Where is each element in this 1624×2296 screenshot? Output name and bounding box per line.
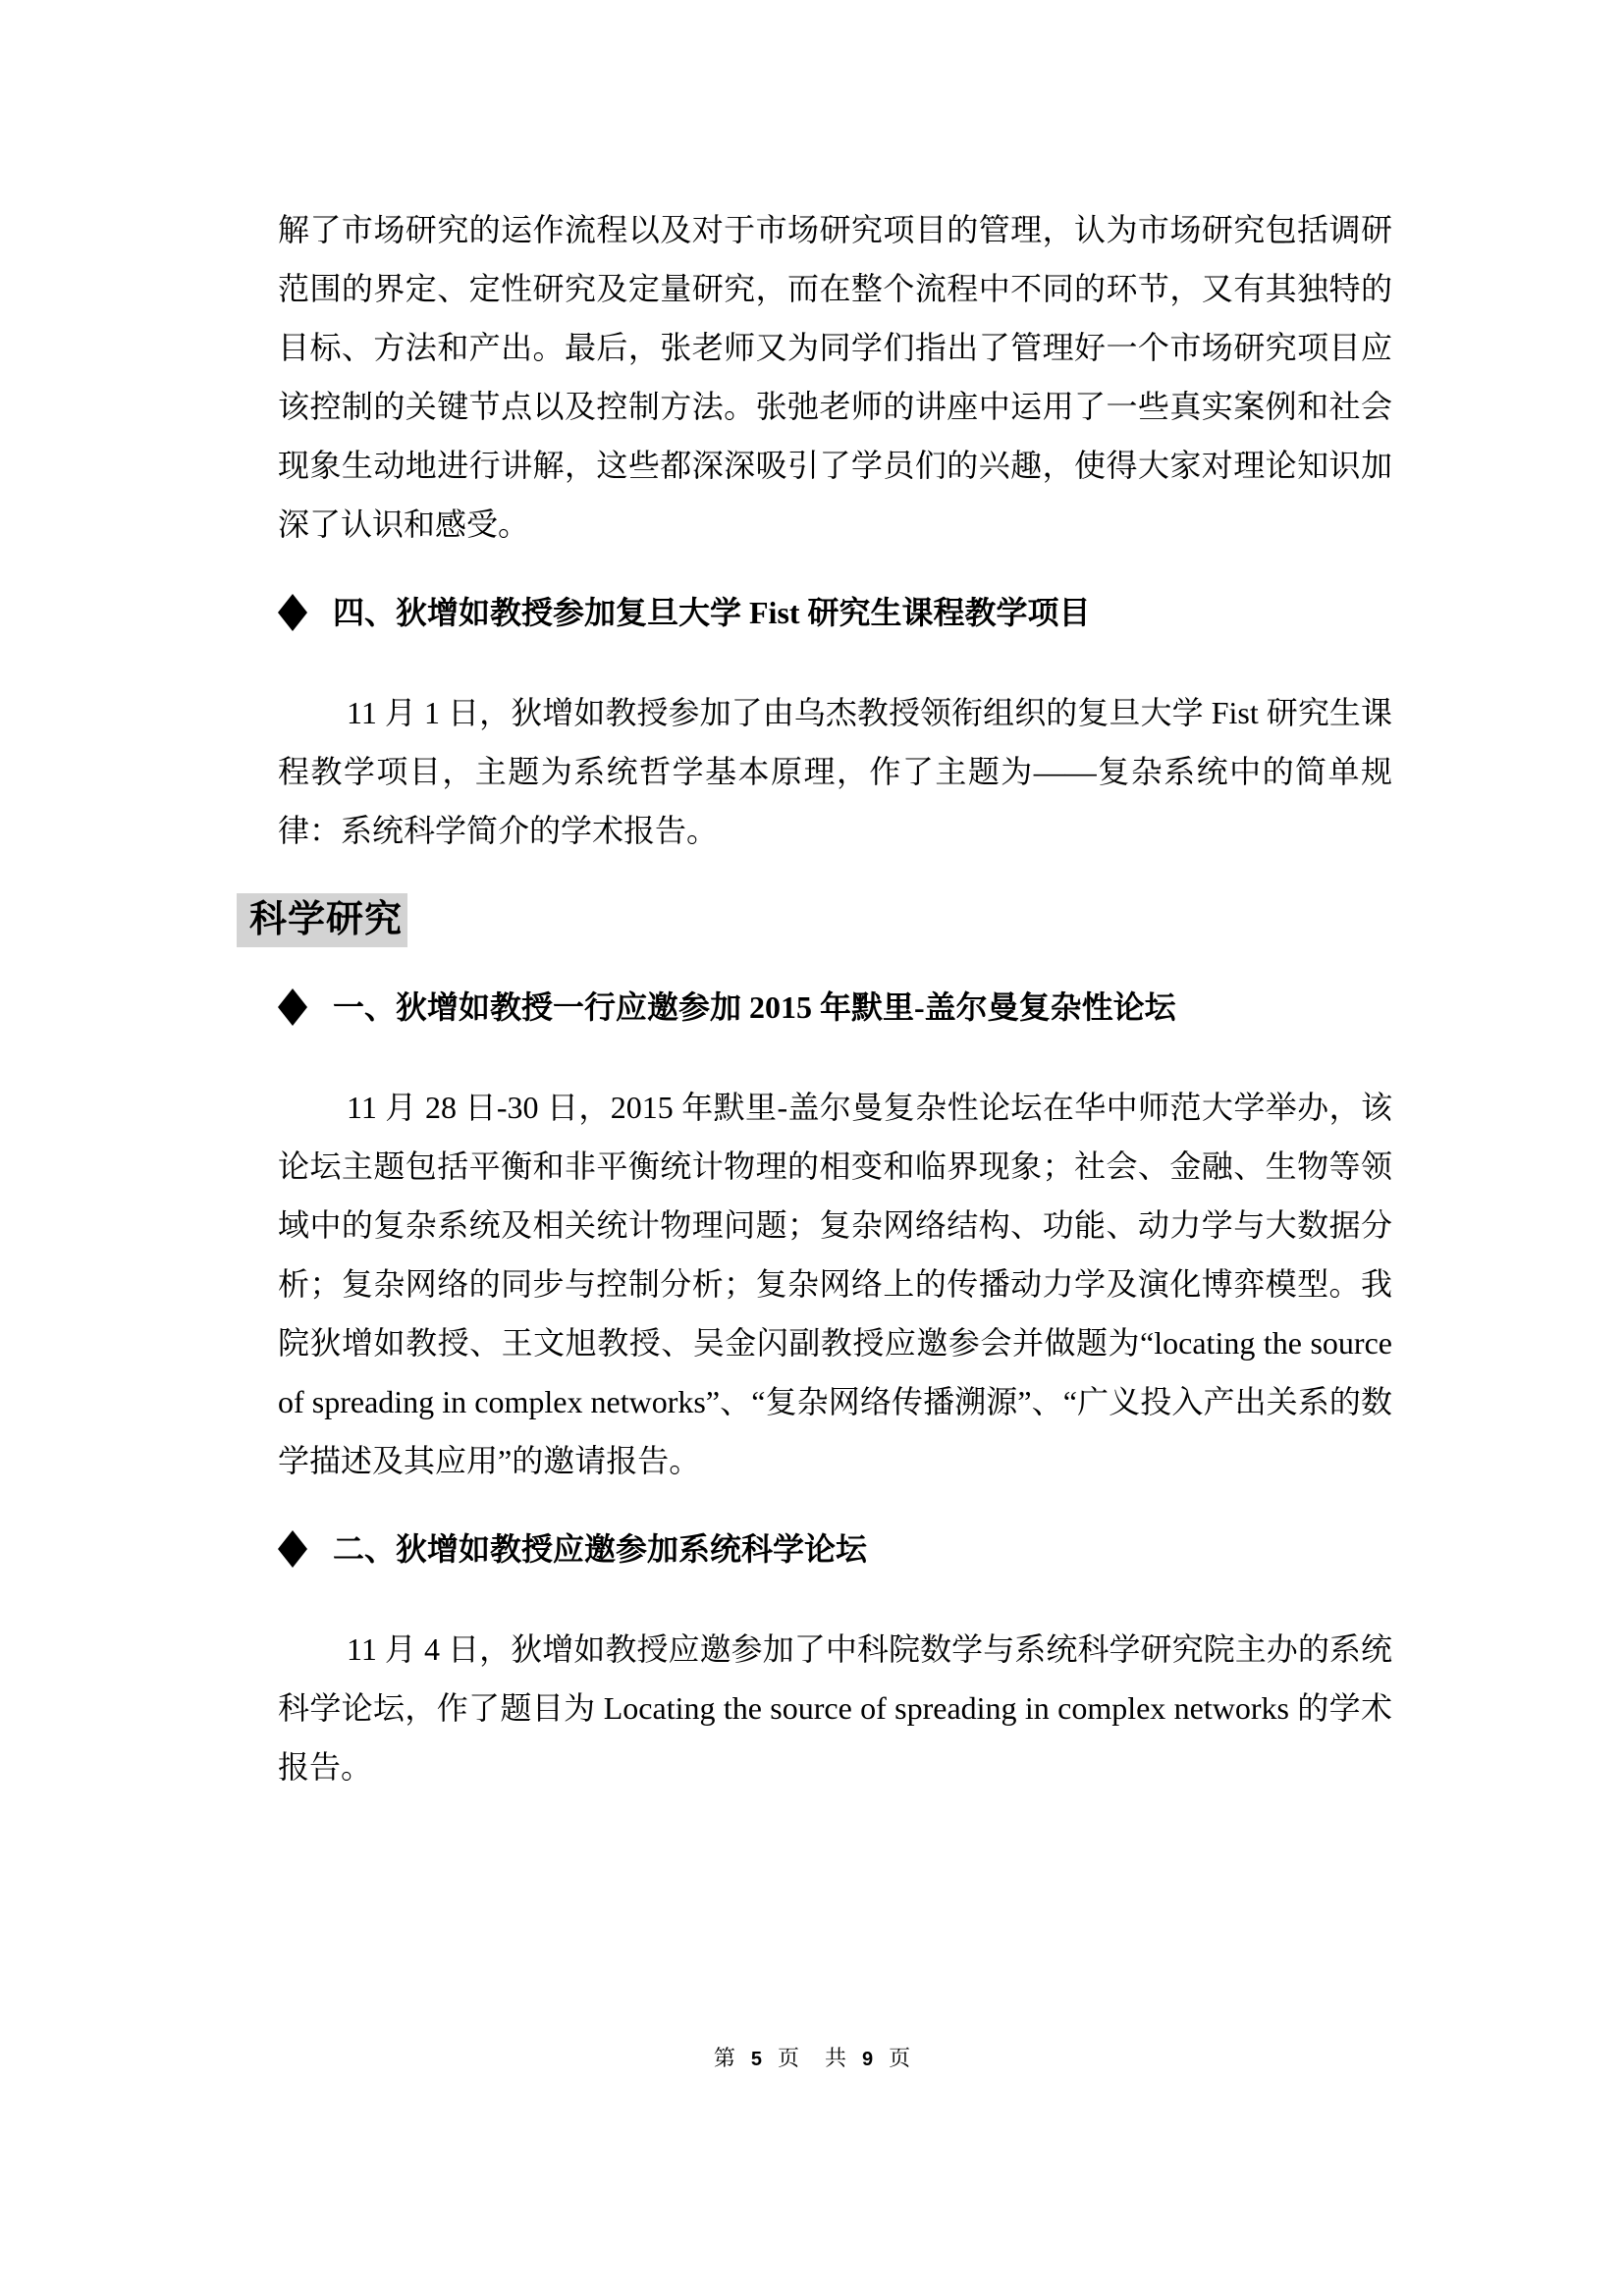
document-body bbox=[249, 200, 1392, 1796]
diamond-bullet-icon bbox=[278, 594, 307, 631]
heading-item-one-label: 一、狄增如教授一行应邀参加 2015 年默里-盖尔曼复杂性论坛 bbox=[333, 989, 1176, 1025]
section-heading-scientific-research: 科学研究 bbox=[237, 893, 407, 947]
heading-item-one bbox=[278, 978, 1392, 1037]
footer-label-gong: 共 bbox=[825, 2046, 847, 2070]
footer-label-ye-1: 页 bbox=[777, 2046, 799, 2070]
paragraph-market-research-continuation: 解了市场研究的运作流程以及对于市场研究项目的管理，认为市场研究包括调研范围的界定、定性研究及定量研究，而在整个流程中不同的环节，又有其独特的目标、方法和产出。最后，张老师又为同学们指出了管理好一个市场研究项目应该控制的关键节点以及控制方法。张弛老师的讲座中运用了一些真实案例和社会现象生动地进行讲解，这些都深深吸引了学员们的兴趣，使得大家对理论知识加深了认识和感受。 bbox=[278, 212, 1392, 542]
footer-page-number: 5 bbox=[750, 2049, 762, 2070]
heading-item-four bbox=[278, 583, 1392, 642]
footer-total-pages: 9 bbox=[862, 2049, 874, 2070]
paragraph-fudan-fist-course: 11 月 1 日，狄增如教授参加了由乌杰教授领衔组织的复旦大学 Fist 研究生课程教学项目，主题为系统哲学基本原理，作了主题为——复杂系统中的简单规律：系统科学简介的学术报告。 bbox=[278, 695, 1392, 848]
diamond-bullet-icon bbox=[278, 1530, 307, 1568]
page-footer bbox=[0, 2044, 1624, 2074]
footer-label-ye-2: 页 bbox=[889, 2046, 911, 2070]
footer-label-di: 第 bbox=[713, 2046, 735, 2070]
diamond-bullet-icon bbox=[278, 988, 307, 1026]
heading-item-two-label: 二、狄增如教授应邀参加系统科学论坛 bbox=[333, 1531, 868, 1567]
paragraph-gellmann-forum: 11 月 28 日-30 日，2015 年默里-盖尔曼复杂性论坛在华中师范大学举办，该论坛主题包括平衡和非平衡统计物理的相变和临界现象；社会、金融、生物等领域中的复杂系统及相关统计物理问题；复杂网络结构、功能、动力学与大数据分析；复杂网络的同步与控制分析；复杂网络上的传播动力学及演化博弈模型。我院狄增如教授、王文旭教授、吴金闪副教授应邀参会并做题为“locating the source of spreading in complex networks”、“复杂网络传播溯源”、“广义投入产出关系的数学描述及其应用”的邀请报告。 bbox=[278, 1090, 1392, 1478]
heading-item-two bbox=[278, 1520, 1392, 1578]
paragraph-systems-science-forum: 11 月 4 日，狄增如教授应邀参加了中科院数学与系统科学研究院主办的系统科学论坛，作了题目为 Locating the source of spreading in complex networks 的学术报告。 bbox=[278, 1631, 1392, 1785]
heading-item-four-label: 四、狄增如教授参加复旦大学 Fist 研究生课程教学项目 bbox=[333, 595, 1091, 630]
